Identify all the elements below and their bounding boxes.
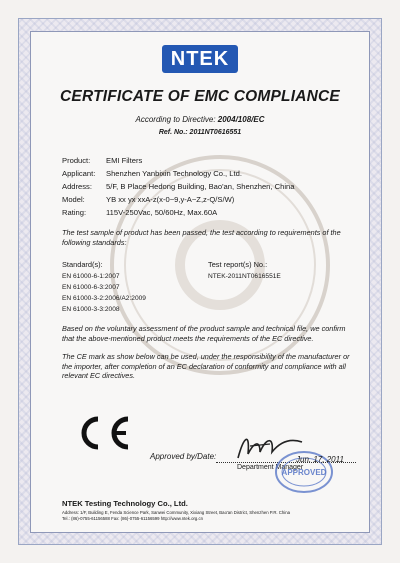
- ref-line: [40, 129, 360, 136]
- directive-value: 2004/108/EC: [217, 115, 265, 124]
- info-label: Rating:: [62, 208, 87, 217]
- info-label: Address:: [62, 182, 92, 191]
- standard-item: EN 61000-3-2:2006/A2:2009: [62, 295, 146, 302]
- info-label: Product:: [62, 156, 91, 165]
- ref-label: Ref. No.:: [158, 129, 188, 136]
- ntek-logo: NTEK: [162, 45, 238, 73]
- standard-item: EN 61000-6-1:2007: [62, 273, 120, 280]
- info-row-address: [62, 180, 362, 193]
- product-info: [62, 154, 362, 219]
- info-row-rating: [62, 206, 362, 219]
- standard-item: EN 61000-6-3:2007: [62, 284, 120, 291]
- standards-list: [62, 259, 212, 315]
- directive-label: According to Directive:: [135, 115, 216, 124]
- reports-list: [208, 259, 358, 282]
- info-row-product: [62, 154, 362, 167]
- info-row-applicant: [62, 167, 362, 180]
- assessment-statement: Based on the voluntary assessment of the product sample and technical file, we confirm that the above-mentioned product meets the requirements of the EC directive.: [62, 324, 346, 343]
- info-label: Model:: [62, 195, 85, 204]
- ce-statement: The CE mark as show below can be used, under the responsibility of the manufacturer or the importer, after completion of an EC declaration of conformity and compliance with all relevant EC directives.: [62, 352, 350, 380]
- info-value: EMI Filters: [106, 156, 143, 165]
- issuer-company: NTEK Testing Technology Co., Ltd.: [62, 499, 188, 508]
- standards-heading: Standard(s):: [62, 260, 103, 269]
- info-value: Shenzhen Yanbixin Technology Co., Ltd.: [106, 169, 242, 178]
- info-value: 115V-250Vac, 50/60Hz, Max.60A: [106, 208, 218, 217]
- issuer-contact: Tel.: (86)-0755-61156588 Fax: (86)-0755-61156599 http://www.ntek.org.cn: [62, 516, 204, 521]
- info-value: YB xx yx xxA-z(x-0~9,y-A~Z,z-Q/S/W): [106, 195, 235, 204]
- info-label: Applicant:: [62, 169, 96, 178]
- ce-mark-icon: [72, 415, 132, 451]
- ref-value: 2011NT0616551: [189, 129, 242, 136]
- approved-label: Approved by/Date:: [150, 452, 217, 461]
- certificate-title: CERTIFICATE OF EMC COMPLIANCE: [60, 88, 340, 105]
- approval-date: Jun. 17, 2011: [296, 455, 344, 464]
- department-label: Department Manager: [237, 464, 304, 471]
- issuer-address: Address: 1/F, Building E, Fenda Science Park, Sanwei Community, Xixiang Street, Bao'an District, Shenzhen P.R. China: [62, 510, 291, 515]
- info-row-model: [62, 193, 362, 206]
- reports-heading: Test report(s) No.:: [208, 260, 268, 269]
- info-value: 5/F, B Place Hedong Building, Bao'an, Shenzhen, China: [106, 182, 295, 191]
- svg-text:APPROVED: APPROVED: [281, 468, 327, 477]
- standard-item: EN 61000-3-3:2008: [62, 306, 120, 313]
- test-statement: The test sample of product has been passed, the test according to requirements of the following standards:: [62, 228, 341, 247]
- report-item: NTEK-2011NT0616551E: [208, 273, 281, 280]
- directive-line: [40, 115, 360, 124]
